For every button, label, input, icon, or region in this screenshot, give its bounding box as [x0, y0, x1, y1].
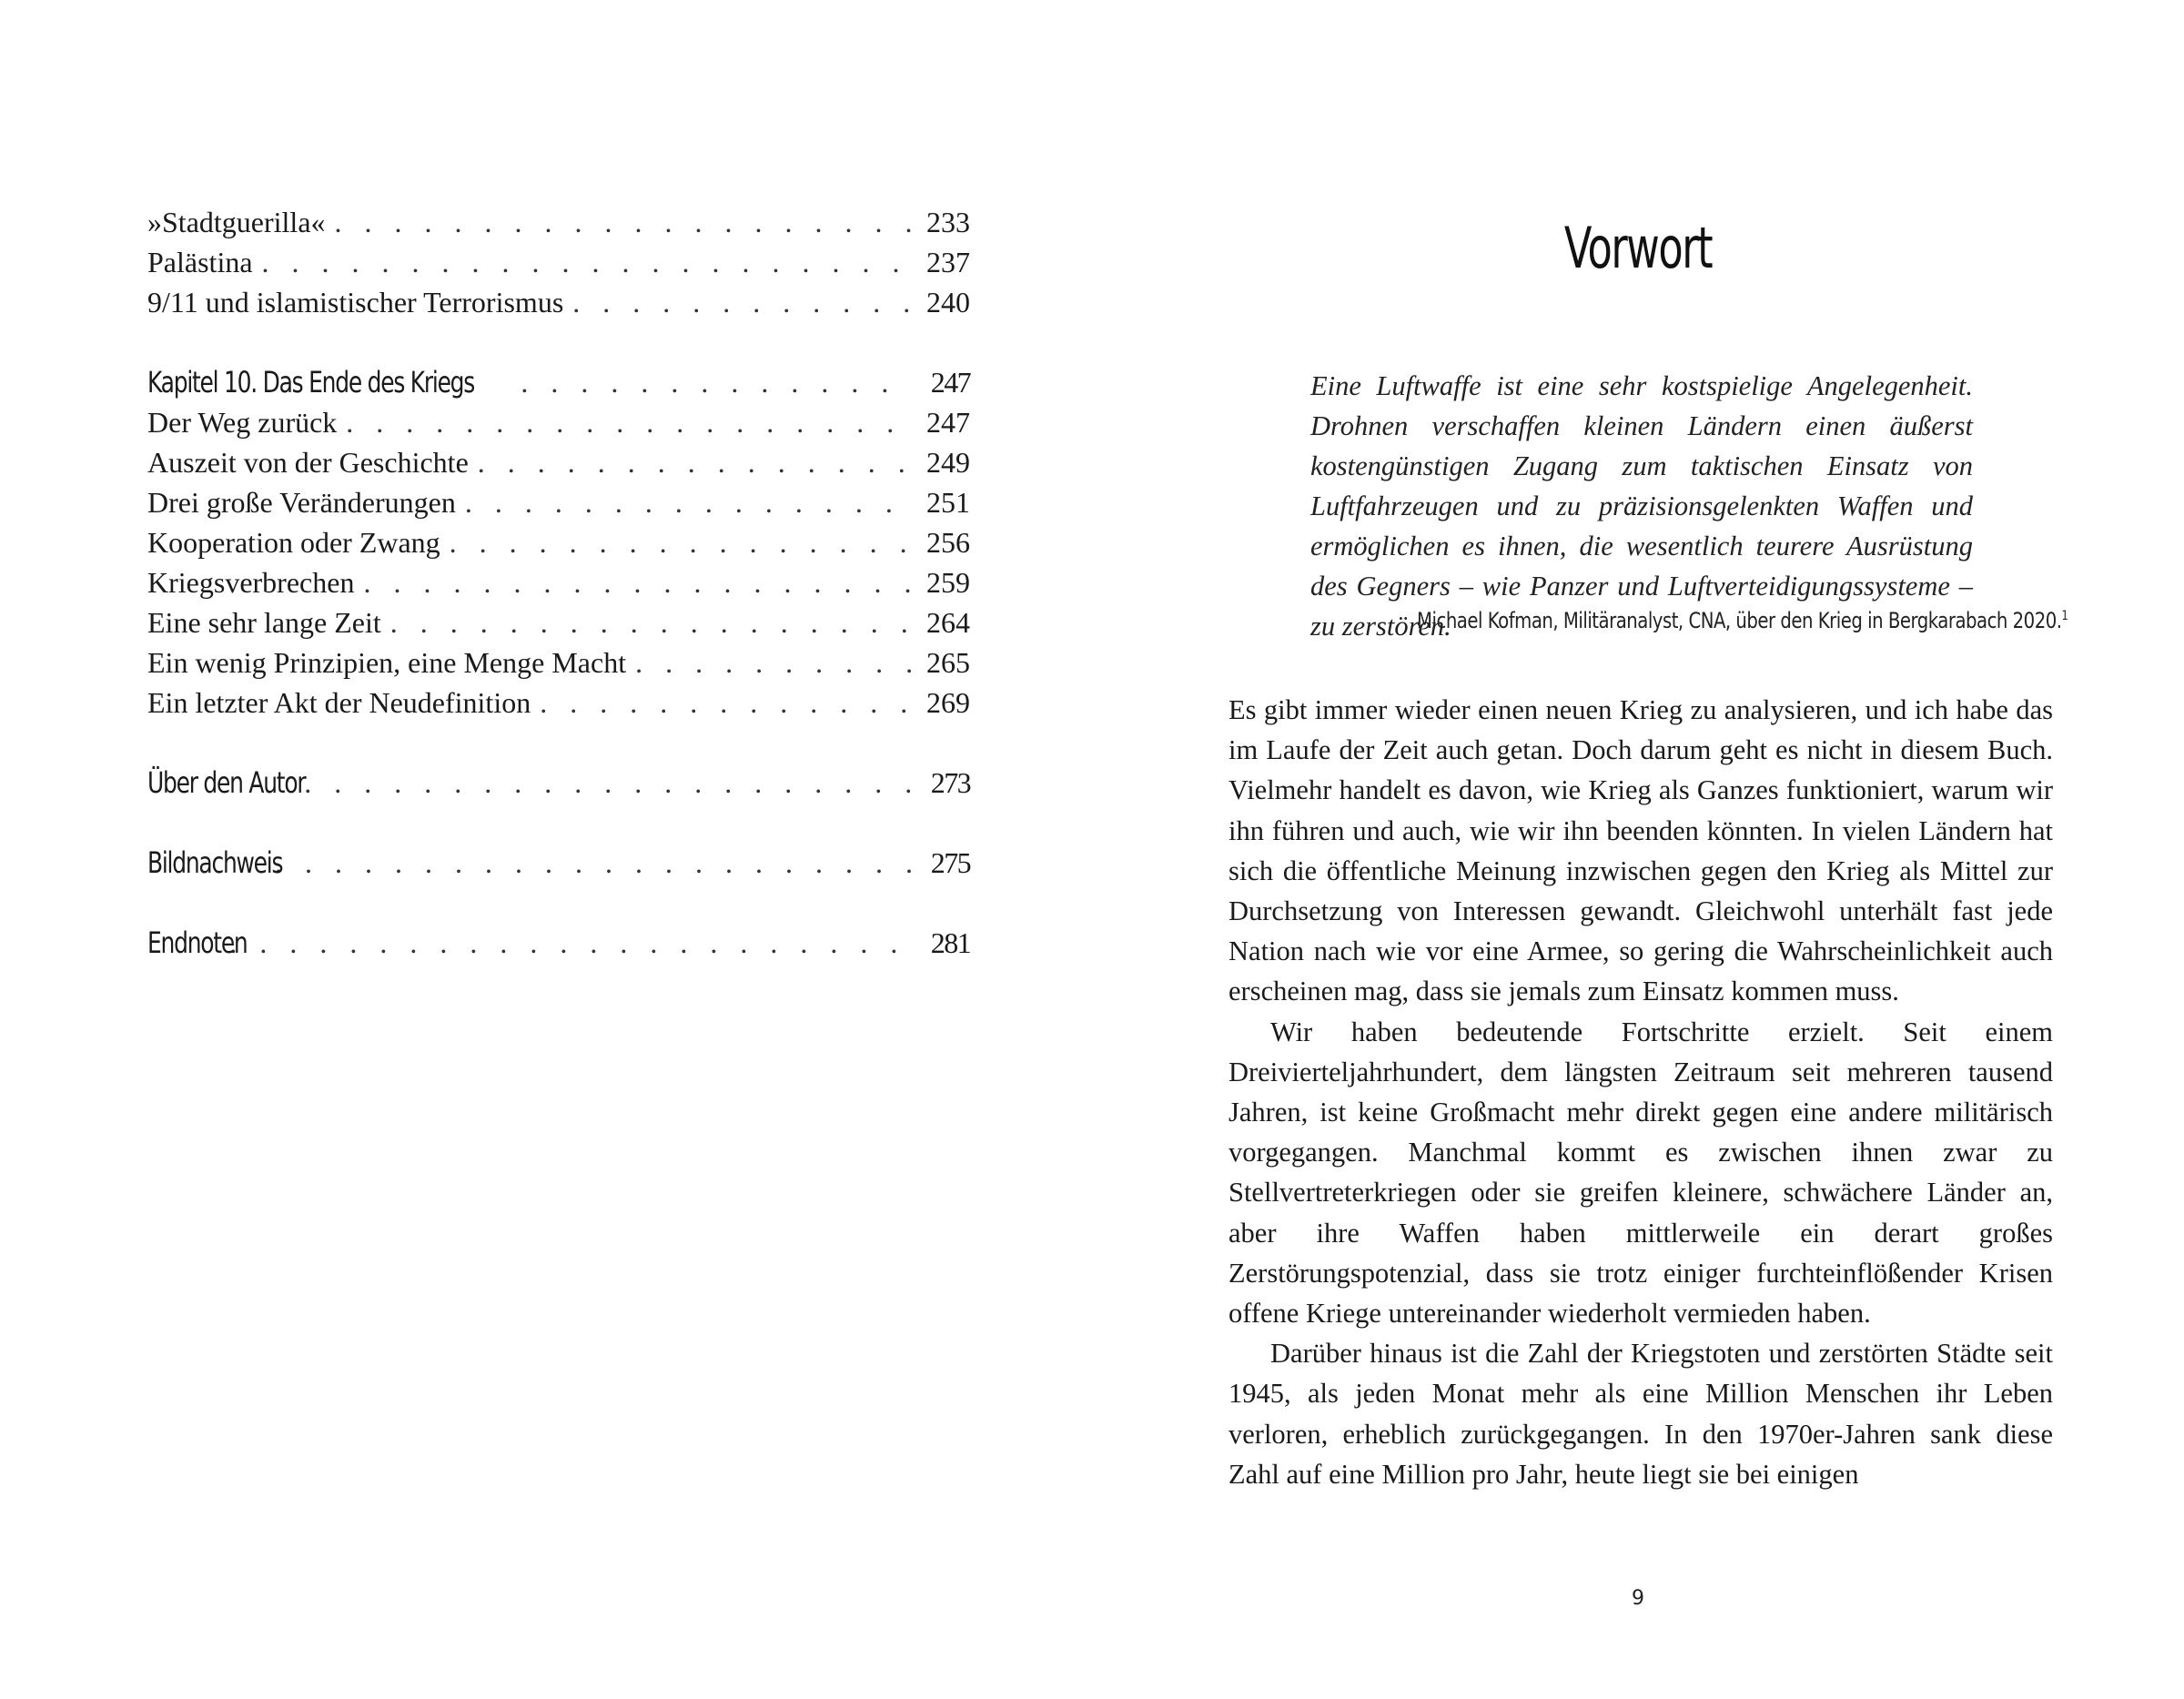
epigraph-attribution	[1274, 608, 2068, 633]
right-page	[1092, 0, 2184, 1699]
toc-leader-dots	[440, 522, 912, 562]
toc-leader-dots	[253, 242, 912, 282]
toc-chapter-heading	[147, 923, 970, 963]
toc-leader-dots	[295, 763, 912, 803]
toc-entry-page: 233	[926, 206, 970, 238]
toc-entry-title: Kapitel 10. Das Ende des Kriegs	[147, 365, 475, 399]
epigraph-quote: Eine Luftwaffe ist eine sehr kostspielige Angelegenheit. Drohnen verschaffen kleinen Ländern einen äußerst kostengünstigen Zugang zum taktischen Einsatz von Luftfahrzeugen und zu präzisionsgelenkten Waffen und ermöglichen es ihnen, die wesentlich teurere Ausrüstung des Gegners – wie Panzer und Luftverteidigungssysteme – zu zerstören.	[1310, 370, 1973, 642]
toc-entry-page: 264	[926, 606, 970, 639]
toc-leader-dots	[266, 843, 912, 883]
toc-entry-title: Über den Autor	[147, 765, 306, 800]
toc-entry	[147, 242, 970, 282]
body-text	[1228, 690, 2053, 1494]
toc-chapter-heading	[147, 362, 970, 402]
toc-entry-page: 275	[930, 846, 970, 879]
toc-entry	[147, 642, 970, 683]
toc-entry-title: Kriegsverbrechen	[147, 566, 355, 599]
toc-entry-page: 281	[930, 926, 970, 959]
table-of-contents	[147, 202, 970, 963]
toc-leader-dots	[469, 442, 912, 482]
toc-entry	[147, 602, 970, 642]
toc-entry-title: Palästina	[147, 246, 253, 278]
toc-entry-title: Auszeit von der Geschichte	[147, 446, 469, 479]
toc-chapter-heading	[147, 843, 970, 883]
toc-leader-dots	[381, 602, 912, 642]
toc-entry-page: 265	[926, 646, 970, 679]
toc-entry-title: Kooperation oder Zwang	[147, 526, 440, 559]
epigraph-source-text: Michael Kofman, Militäranalyst, CNA, über den Krieg in Bergkarabach 2020.	[1417, 608, 2062, 633]
toc-entry-page: 247	[926, 406, 970, 439]
toc-entry	[147, 442, 970, 482]
toc-leader-dots	[326, 202, 912, 242]
chapter-title: Vorwort	[1563, 215, 1713, 281]
toc-entry	[147, 482, 970, 522]
toc-entry-page: 259	[926, 566, 970, 599]
toc-leader-dots	[337, 402, 912, 442]
toc-leader-dots	[531, 683, 912, 723]
toc-entry-page: 247	[930, 366, 970, 399]
toc-entry	[147, 202, 970, 242]
toc-entry-title: Endnoten	[147, 925, 248, 960]
toc-entry-title: Drei große Veränderungen	[147, 486, 456, 519]
toc-entry-title: 9/11 und islamistischer Terrorismus	[147, 286, 564, 319]
toc-entry-page: 269	[926, 686, 970, 719]
toc-entry	[147, 562, 970, 602]
toc-entry-page: 273	[930, 766, 970, 799]
toc-leader-dots	[456, 482, 912, 522]
toc-entry-title: Bildnachweis	[147, 845, 283, 880]
toc-entry-title: Ein wenig Prinzipien, eine Menge Macht	[147, 646, 627, 679]
page-number: 9	[1632, 1587, 1644, 1610]
toc-entry-title: Der Weg zurück	[147, 406, 338, 439]
toc-entry-page: 249	[926, 446, 970, 479]
toc-leader-dots	[354, 562, 912, 602]
toc-leader-dots	[626, 642, 912, 683]
toc-chapter-heading	[147, 763, 970, 803]
toc-entry-title: Eine sehr lange Zeit	[147, 606, 381, 639]
toc-entry-page: 251	[926, 486, 970, 519]
toc-entry-title: Ein letzter Akt der Neudefinition	[147, 686, 531, 719]
paragraph: Wir haben bedeutende Fortschritte erzielt. Seit einem Dreivierteljahrhundert, dem längsten Zeitraum seit mehreren tausend Jahren, ist keine Großmacht mehr direkt gegen eine andere militärisch vorgegangen. Manchmal kommt es zwischen ihnen zwar zu Stellvertreterkriegen oder sie greifen kleinere, schwächere Länder an, aber ihre Waffen haben mittlerweile ein derart großes Zerstörungspotenzial, dass sie trotz einiger furchteinflößender Krisen offene Kriege untereinander wiederholt vermieden haben.	[1228, 1016, 2053, 1330]
toc-entry-page: 256	[926, 526, 970, 559]
toc-entry-page: 237	[926, 246, 970, 278]
toc-entry-title: »Stadtguerilla«	[147, 206, 326, 238]
toc-entry	[147, 402, 970, 442]
paragraph: Es gibt immer wieder einen neuen Krieg zu analysieren, und ich habe das im Laufe der Zeit auch getan. Doch darum geht es nicht in diesem Buch. Vielmehr handelt es davon, wie Krieg als Ganzes funktioniert, warum wir ihn führen und auch, wie wir ihn beenden könnten. In vielen Ländern hat sich die öffentliche Meinung inzwischen gegen den Krieg als Mittel zur Durchsetzung von Interessen gewandt. Gleichwohl unterhält fast jede Nation nach wie vor eine Armee, so gering die Wahrscheinlichkeit auch erscheinen mag, dass sie jemals zum Einsatz kommen muss.	[1228, 694, 2053, 1007]
toc-entry	[147, 282, 970, 322]
paragraph: Darüber hinaus ist die Zahl der Kriegstoten und zerstörten Städte seit 1945, als jeden Monat mehr als eine Million Menschen ihr Leben verloren, erheblich zurückgegangen. In den 1970er-Jahren sank diese Zahl auf eine Million pro Jahr, heute liegt sie bei einigen	[1228, 1338, 2053, 1490]
toc-leader-dots	[220, 923, 912, 963]
toc-entry	[147, 683, 970, 723]
toc-entry-page: 240	[926, 286, 970, 319]
toc-entry	[147, 522, 970, 562]
toc-leader-dots	[563, 282, 912, 322]
toc-leader-dots	[511, 362, 912, 402]
footnote-marker: 1	[2061, 609, 2068, 623]
